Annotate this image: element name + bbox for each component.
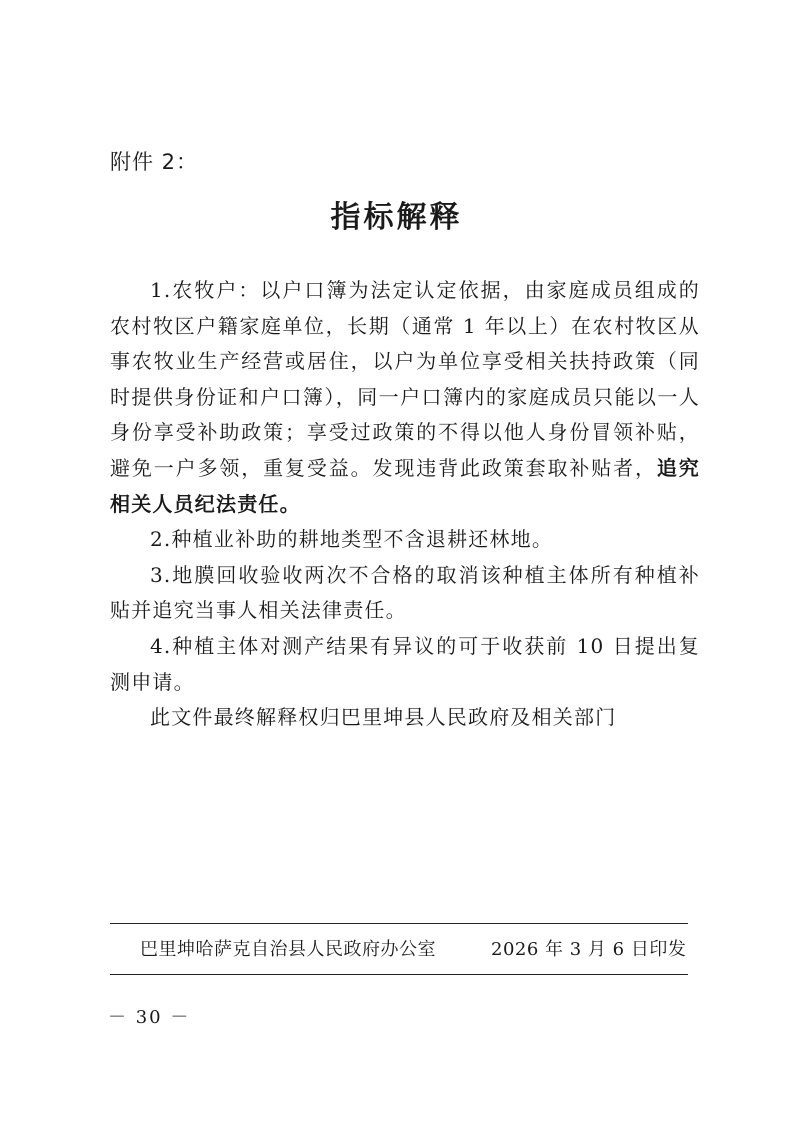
footer-office: 巴里坤哈萨克自治县人民政府办公室 [140, 939, 436, 960]
paragraph-film-recycling: 3.地膜回收验收两次不合格的取消该种植主体所有种植补贴并追究当事人相关法律责任。 [110, 562, 700, 623]
paragraph-yield-test: 4.种植主体对测产结果有异议的可于收获前 10 日提出复测申请。 [110, 633, 700, 694]
footer-bottom-rule [110, 974, 688, 975]
paragraph-bold-text: 追究相关人员纪法责任。 [110, 455, 700, 516]
document-body [110, 273, 700, 736]
footer-top-rule [110, 923, 688, 924]
paragraph-farmer-definition [110, 273, 700, 522]
paragraph-land-type: 2.种植业补助的耕地类型不含退耕还林地。 [150, 527, 554, 552]
page-number: － 30 － [108, 1007, 191, 1028]
paragraph-text: 1.农牧户：以户口簿为法定认定依据，由家庭成员组成的农村牧区户籍家庭单位，长期（通常 1 年以上）在农村牧区从事农牧业生产经营或居住，以户为单位享受相关扶持政策（同时提供身份证和户口簿），同一户口簿内的家庭成员只能以一人身份享受补助政策；享受过政策的不得以他人身份冒领补贴，避免一户多领，重复受益。发现违背此政策套取补贴者， [110, 278, 700, 480]
attachment-label: 附件 2： [110, 150, 199, 174]
footer-date: 2026 年 3 月 6 日印发 [491, 939, 687, 960]
document-title: 指标解释 [330, 200, 463, 235]
paragraph-interpretation-right: 此文件最终解释权归巴里坤县人民政府及相关部门 [150, 705, 617, 730]
